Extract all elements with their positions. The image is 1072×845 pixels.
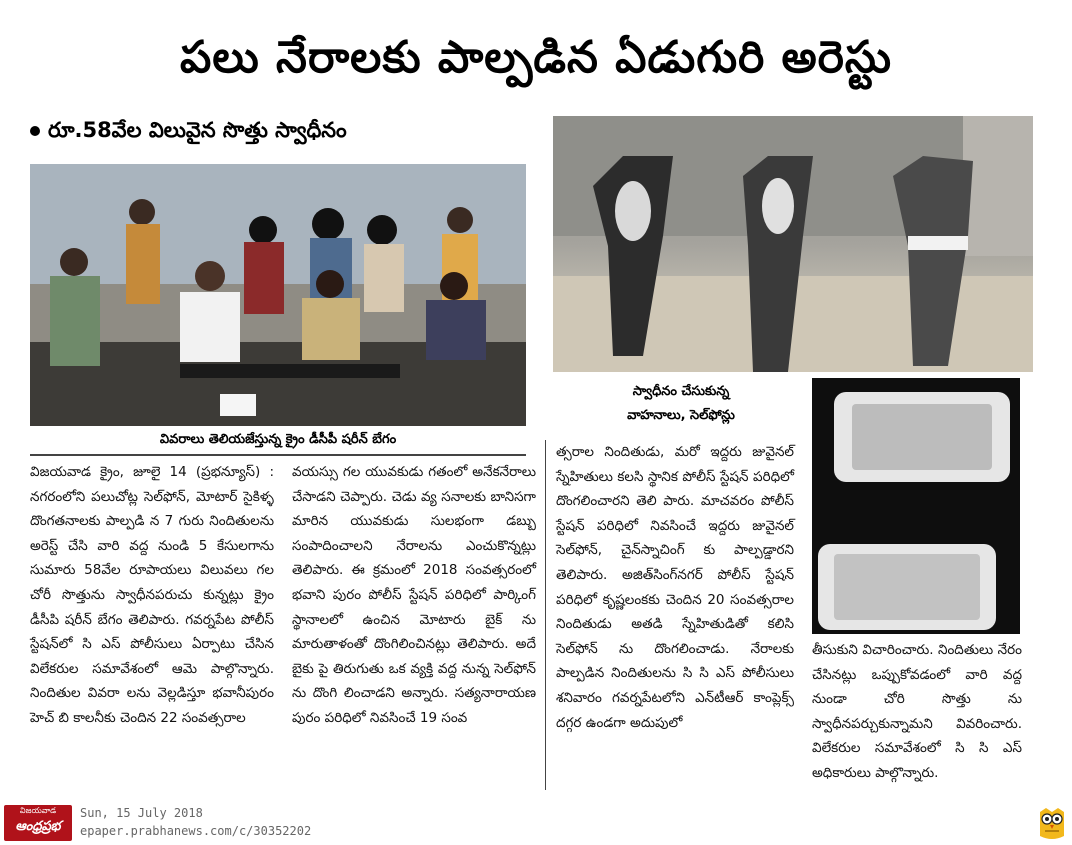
caption-line-2: వాహనాలు, సెల్‌ఫోన్లు — [627, 408, 735, 423]
press-conference-illustration — [30, 164, 526, 426]
cellphones-photo — [812, 378, 1020, 634]
press-conference-photo — [30, 164, 526, 426]
article-text: వయస్సు గల యువకుడు గతంలో అనేకనేరాలు చేసాడని చెప్పారు. చెడు వ్య సనాలకు బానిసగా మారిన యువకుడు సులభంగా డబ్బు సంపాదించాలని నేరాలను ఎంచుకొన్నట్లు తెలిపారు. ఈ క్రమంలో 2018 సంవత్సరంలో భవాని పురం పోలీస్ స్టేషన్ పరిధిలో పార్కింగ్ స్థానాలలో ఉంచిన మోటారు బైక్ ను మారుతాళంతో దొంగిలించినట్లు తెలిపారు. అదే బైకు పై తిరుగుతు ఒక వ్యక్తి వద్ద నున్న సెల్‌ఫోన్ ను దొంగి లించాడని అన్నారు. సత్యనారాయణ పురం పరిధిలో నివసించే 19 సంవ — [292, 464, 536, 726]
press-photo-caption: వివరాలు తెలియజేస్తున్న క్రైం డీసీపీ షరీన్ బేగం — [159, 432, 397, 447]
bullet-icon — [30, 126, 40, 136]
headline: పలు నేరాలకు పాల్పడిన ఏడుగురి అరెస్టు — [180, 32, 892, 83]
owl-mascot-icon — [1036, 806, 1068, 840]
article-column-2 — [292, 460, 536, 731]
epaper-url[interactable]: epaper.prabhanews.com/c/30352202 — [80, 824, 312, 838]
article-column-4 — [812, 638, 1022, 786]
subheadline — [30, 118, 347, 148]
scooters-photo-caption — [556, 380, 806, 428]
newspaper-logo[interactable] — [4, 805, 72, 841]
article-text: త్సరాల నిందితుడు, మరో ఇద్దరు జువైనల్ స్నేహితులు కలసి స్థానిక పోలీస్ స్టేషన్ పరిధిలో దొంగలించారని తెలి పారు. మాచవరం పోలీస్ స్టేషన్ పరిధిలో నివసించే ఇద్దరు జువైనల్ సెల్‌ఫోన్, చైన్‌స్నాచింగ్ కు పాల్పడ్డారని తెలిపారు. అజిత్‌సింగ్‌నగర్ పోలీస్ స్టేషన్ పరిధిలో కృష్ణలంకకు చెందిన 20 సంవత్సరాల నిందితుడు అతడి స్నేహితుడితో కలిసి సెల్‌ఫోన్ ను దొంగలించాడు. నేరాలకు పాల్పడిన నిందితులను సి సి ఎస్ పోలీసులు శనివారం గవర్నపేటలోని ఎన్‌టీఆర్ కాంప్లెక్స్ దగ్గర ఉండగా అదుపులో — [556, 444, 794, 731]
cellphones-illustration — [812, 378, 1020, 634]
subheadline-text: రూ.58వేల విలువైన సొత్తు స్వాధీనం — [48, 118, 347, 142]
logo-edition: విజయవాడ — [19, 806, 57, 815]
article-text: తీసుకుని విచారించారు. నిందితులు నేరం చేసినట్లు ఒప్పుకోవడంలో వారి వద్ద నుండా చోరి సొత్తు ను స్వాధీనపర్చుకున్నామని వివరించారు. విలేకరుల సమావేశంలో సి సి ఎస్ అధికారులు పాల్గొన్నారు. — [812, 642, 1022, 781]
caption-line-1: స్వాధీనం చేసుకున్న — [632, 384, 730, 399]
logo-title: ఆంధ్రప్రభ — [15, 819, 61, 834]
article-text: విజయవాడ క్రైం, జూలై 14 (ప్రభన్యూస్) : నగరంలోని పలుచోట్ల సెల్‌ఫోన్, మోటార్ సైకిళ్ళ దొంగతనాలకు పాల్పడి న 7 గురు నిందితులను అరెస్ట్ చేసి వారి వద్ద నుండి 5 కేసులగాను సుమారు 58వేల రూపాయలు విలువలు గల చోరీ సొత్తును స్వాధీనపరుచు కున్నట్లు క్రైం డీసీపి షరీన్ బేగం తెలిపారు. గవర్నపేట పోలీస్ స్టేషన్‌లో సి ఎస్ పోలీసులు ఏర్పాటు చేసిన విలేకరుల సమావేశంలో ఆమె పాల్గొన్నారు. నిందితుల వివరా లను వెల్లడిస్తూ భవానీపురం హెచ్ బి కాలనీకు చెందిన 22 సంవత్సరాల — [30, 464, 274, 726]
caption-divider — [30, 454, 526, 456]
column-divider — [545, 440, 546, 790]
scooters-photo — [553, 116, 1033, 372]
article-column-3 — [556, 440, 794, 735]
article-column-1 — [30, 460, 274, 731]
scooters-illustration — [553, 116, 1033, 372]
publication-date: Sun, 15 July 2018 — [80, 806, 203, 820]
